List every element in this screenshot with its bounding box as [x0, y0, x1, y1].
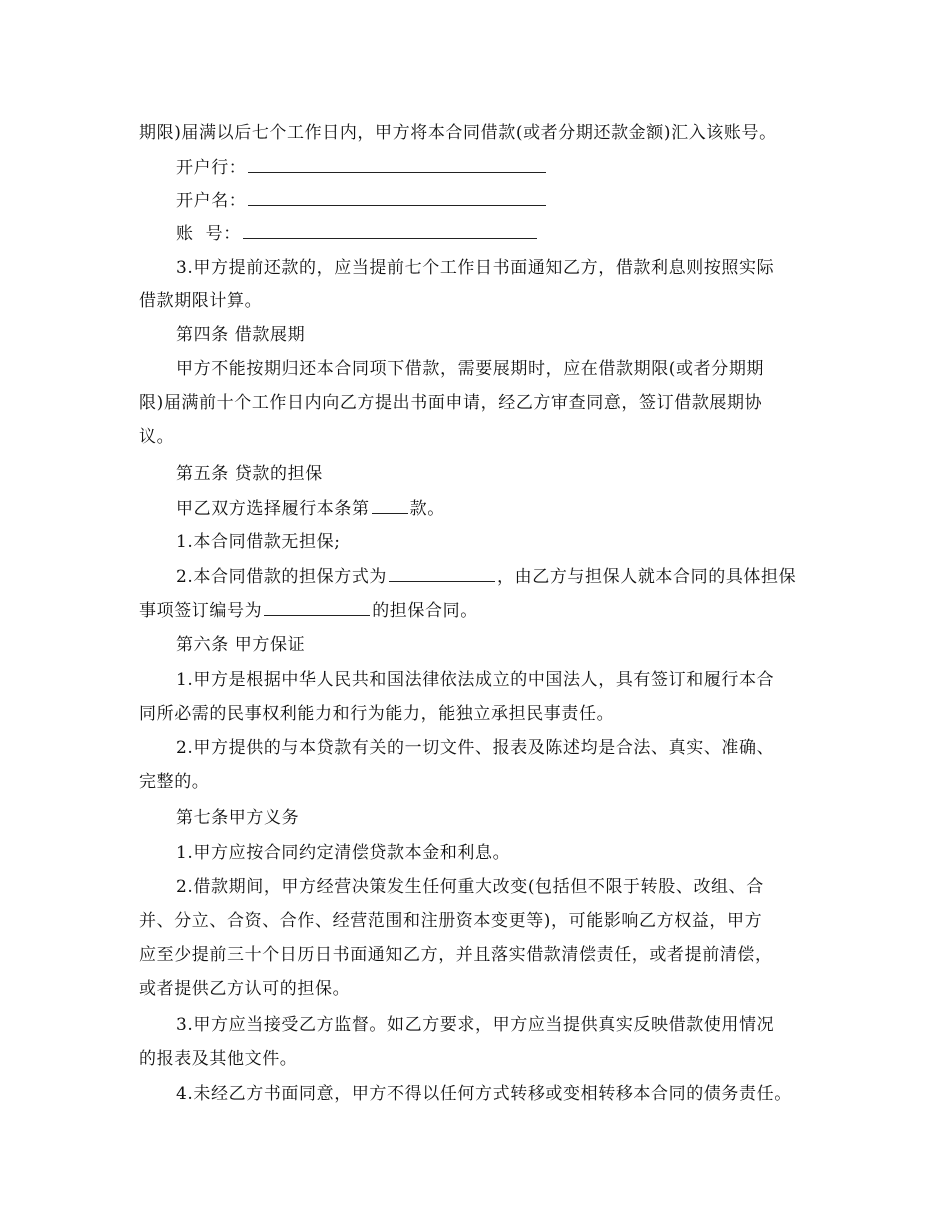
text: 的担保合同。 [372, 601, 478, 621]
text: 1.甲方应按合同约定清偿贷款本金和利息。 [176, 843, 511, 863]
text: 款。 [409, 499, 445, 519]
account-name-blank-line [248, 189, 546, 206]
text: 甲方不能按期归还本合同项下借款，需要展期时，应在借款期限(或者分期期 [176, 359, 765, 379]
text: 2.借款期间，甲方经营决策发生任何重大改变(包括但不限于转股、改组、合 [176, 877, 764, 897]
paragraph-line [176, 257, 774, 279]
text: 1.甲方是根据中华人民共和国法律依法成立的中国法人，具有签订和履行本合 [176, 670, 775, 690]
paragraph-line [139, 290, 262, 312]
account-number-label: 账 号： [176, 224, 241, 244]
paragraph-line [176, 737, 774, 759]
article-7-heading [176, 807, 299, 829]
text: 1.本合同借款无担保; [176, 532, 341, 552]
guarantee-contract-line [139, 599, 478, 622]
paragraph-line [139, 910, 762, 932]
text: 第七条甲方义务 [176, 808, 300, 828]
text: 第五条 贷款的担保 [176, 464, 323, 484]
paragraph-line [176, 1083, 792, 1105]
paragraph-line [176, 531, 341, 553]
paragraph-line [139, 944, 773, 966]
text: ，由乙方与担保人就本合同的具体担保 [497, 567, 797, 587]
paragraph-line [139, 1048, 297, 1070]
text: 2.甲方提供的与本贷款有关的一切文件、报表及陈述均是合法、真实、准确、 [176, 738, 775, 758]
account-name-label: 开户名： [176, 191, 247, 211]
account-number-blank-line [243, 222, 537, 239]
text: 同所必需的民事权利能力和行为能力，能独立承担民事责任。 [139, 704, 615, 724]
paragraph-line [176, 842, 510, 864]
text: 或者提供乙方认可的担保。 [139, 979, 351, 999]
text: 应至少提前三十个日历日书面通知乙方，并且落实借款清偿责任，或者提前清偿， [139, 945, 773, 965]
text: 议。 [139, 427, 175, 447]
article-5-heading [176, 463, 323, 485]
text: 2.本合同借款的担保方式为 [176, 567, 388, 587]
text: 3.甲方提前还款的，应当提前七个工作日书面通知乙方，借款利息则按照实际 [176, 258, 775, 278]
text: 完整的。 [139, 772, 210, 792]
paragraph-line [176, 358, 764, 380]
guarantee-method-blank-line [389, 565, 495, 582]
paragraph-line [139, 426, 174, 448]
paragraph-line [139, 392, 762, 414]
account-name-field-row [176, 189, 548, 212]
text: 借款期限计算。 [139, 291, 263, 311]
text: 事项签订编号为 [139, 601, 263, 621]
bank-blank-line [248, 156, 546, 173]
text: 第六条 甲方保证 [176, 635, 306, 655]
paragraph-line [176, 1014, 774, 1036]
text: 3.甲方应当接受乙方监督。如乙方要求，甲方应当提供真实反映借款使用情况 [176, 1015, 775, 1035]
text: 限)届满前十个工作日内向乙方提出书面申请，经乙方审查同意，签订借款展期协 [139, 393, 763, 413]
contract-number-blank-line [264, 599, 370, 616]
paragraph-line [176, 876, 764, 898]
text: 期限)届满以后七个工作日内，甲方将本合同借款(或者分期还款金额)汇入该账号。 [139, 123, 777, 143]
clause-number-blank-line [372, 497, 408, 514]
text: 的报表及其他文件。 [139, 1049, 298, 1069]
text: 并、分立、合资、合作、经营范围和注册资本变更等)，可能影响乙方权益，甲方 [139, 911, 763, 931]
text: 甲乙双方选择履行本条第 [176, 499, 370, 519]
paragraph-line [139, 703, 614, 725]
text: 4.未经乙方书面同意，甲方不得以任何方式转移或变相转移本合同的债务责任。 [176, 1084, 792, 1104]
paragraph-line [139, 122, 777, 144]
paragraph-line [139, 771, 209, 793]
article-6-heading [176, 634, 305, 656]
guarantee-method-line [176, 565, 796, 588]
account-number-field-row [176, 222, 539, 245]
bank-field-row [176, 156, 548, 179]
paragraph-line [176, 669, 774, 691]
bank-label: 开户行： [176, 158, 247, 178]
clause-selection-line [176, 497, 445, 520]
paragraph-line [139, 978, 350, 1000]
article-4-heading [176, 324, 305, 346]
text: 第四条 借款展期 [176, 325, 306, 345]
